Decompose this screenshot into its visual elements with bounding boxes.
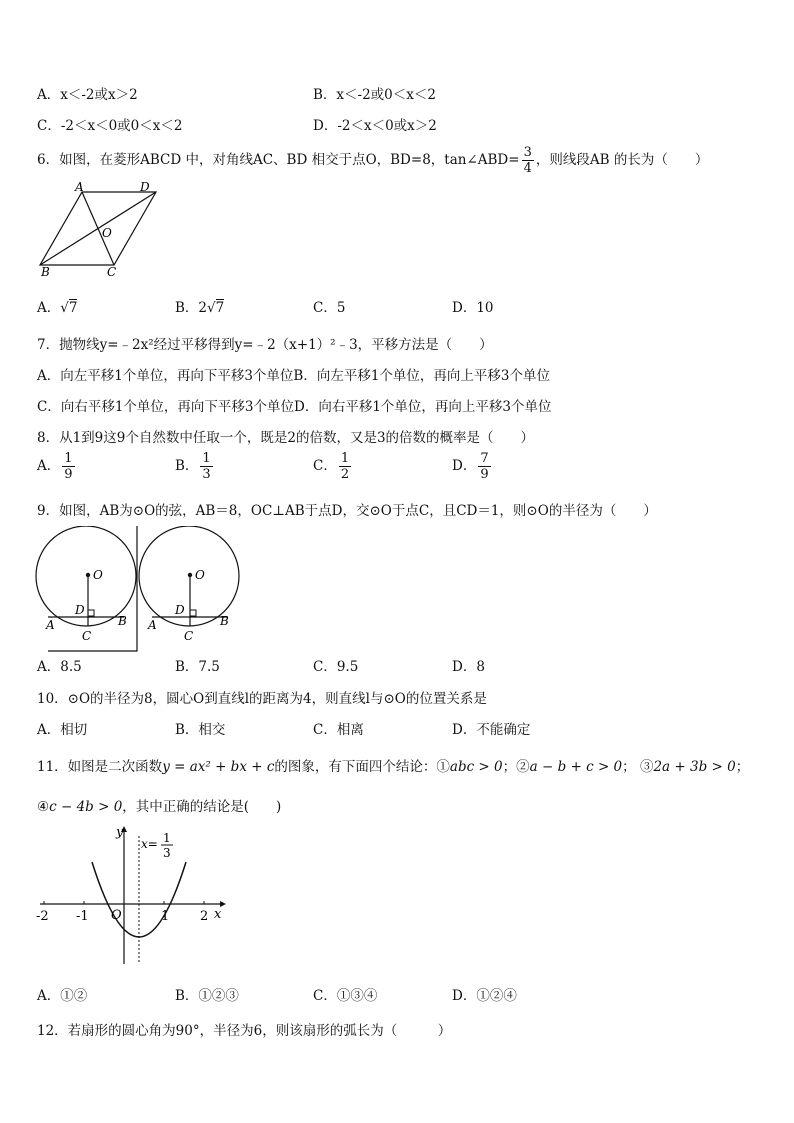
q8-d-num: 7 [480, 451, 489, 466]
q11-end-1: ； [735, 759, 750, 775]
q11-stem-mid: 的图象，有下面四个结论：① [274, 759, 450, 775]
q5-option-c: C．-2＜x＜0或0＜x＜2 [37, 118, 183, 134]
q8-b-den: 3 [202, 467, 211, 482]
q6-option-a [37, 296, 77, 316]
sqrt-symbol-icon: √ [60, 300, 69, 316]
q11-option-d: D．①②④ [452, 988, 517, 1004]
q9-option-c: C．9.5 [313, 659, 359, 675]
q11-label-y: y [116, 825, 124, 840]
q6-option-d: D．10 [452, 300, 494, 316]
q11-conclusion-4: c − 4b > 0 [49, 799, 123, 815]
q8-option-a-fraction [62, 451, 74, 482]
q6-stem-post: ，则线段AB 的长为（ ） [535, 152, 709, 168]
q11-tick-p1: 1 [161, 909, 170, 924]
q8-option-a [37, 451, 77, 482]
q6-label-o: O [102, 226, 112, 240]
q8-option-a-label: A． [37, 458, 61, 474]
q11-option-a: A．①② [37, 988, 88, 1004]
q6-label-c: C [107, 265, 117, 279]
q6-label-b: B [41, 265, 50, 279]
q7-stem: 7．抛物线y=﹣2x²经过平移得到y=﹣2（x+1）²﹣3，平移方法是（ ） [37, 337, 493, 353]
q11-label-x: x [214, 907, 222, 922]
q9-right-label-d: D [175, 603, 185, 617]
q8-c-den: 2 [340, 467, 350, 482]
q5-option-d: D．-2＜x＜0或x＞2 [313, 118, 437, 134]
q6-label-a: A [75, 180, 84, 194]
q11-sep-3: ； ③ [622, 759, 654, 775]
q11-tick-m2: -2 [36, 909, 49, 924]
q9-right-label-b: B [220, 614, 229, 628]
q11-option-b: B．①②③ [175, 988, 239, 1004]
q8-option-b-label: B． [175, 458, 199, 474]
q9-left-label-b: B [118, 614, 127, 628]
q8-option-b-fraction [200, 451, 212, 482]
q11-stem-line2 [37, 795, 281, 815]
q11-function: y = ax² + bx + c [162, 759, 275, 775]
q6-option-b-radicand: 7 [215, 300, 225, 316]
q11-axis-den: 3 [163, 846, 171, 860]
q11-tick-m1: -1 [76, 909, 89, 924]
q10-option-b: B．相交 [175, 722, 226, 738]
sqrt-symbol-icon: √ [207, 300, 216, 316]
q8-c-num: 1 [340, 451, 350, 466]
q5-option-a: A．x＜-2或x＞2 [37, 87, 138, 103]
q11-axis-eq: x= [141, 837, 158, 851]
q11-conclusion-3: 2a + 3b > 0 [653, 759, 736, 775]
q8-option-b [175, 451, 215, 482]
q8-a-den: 9 [64, 467, 73, 482]
q7-options-cd: C．向右平移1个单位，再向下平移3个单位D．向右平移1个单位，再向上平移3个单位 [37, 399, 552, 415]
q6-frac-den: 4 [523, 161, 532, 176]
q7-options-ab: A．向左平移1个单位，再向下平移3个单位B．向左平移1个单位，再向上平移3个单位 [37, 368, 551, 384]
q6-option-a-radicand: 7 [68, 300, 78, 316]
q6-label-d: D [140, 180, 150, 194]
q10-stem: 10．⊙O的半径为8，圆心O到直线l的距离为4，则直线l与⊙O的位置关系是 [37, 691, 487, 707]
q11-line2-pre: ④ [37, 799, 50, 815]
q9-right-label-o: O [195, 568, 205, 582]
q9-option-b: B．7.5 [175, 659, 220, 675]
q8-option-c-fraction [339, 451, 351, 482]
q6-option-c: C．5 [313, 300, 346, 316]
q6-option-a-label: A． [37, 300, 61, 316]
q11-tick-p2: 2 [200, 909, 209, 924]
q11-sep-2: ；② [502, 759, 530, 775]
q11-conclusion-2: a − b + c > 0 [529, 759, 623, 775]
q9-circle-figures [34, 526, 244, 654]
q8-stem: 8．从1到9这9个自然数中任取一个，既是2的倍数，又是3的倍数的概率是（ ） [37, 430, 535, 446]
q12-stem: 12．若扇形的圆心角为90°，半径为6，则该扇形的弧长为（ ） [37, 1023, 452, 1039]
q8-option-c-label: C． [313, 458, 337, 474]
q10-option-a: A．相切 [37, 722, 88, 738]
q6-tan-fraction [522, 145, 534, 176]
q11-parabola-graph [34, 822, 234, 970]
q9-option-d: D．8 [452, 659, 485, 675]
q5-option-b: B．x＜-2或0＜x＜2 [313, 87, 436, 103]
q9-option-a: A．8.5 [37, 659, 82, 675]
q9-stem: 9．如图，AB为⊙O的弦，AB＝8，OC⊥AB于点D，交⊙O于点C，且CD＝1，则⊙O的半径为（ ） [37, 503, 657, 519]
q9-left-label-d: D [75, 603, 85, 617]
q9-left-label-a: A [46, 618, 55, 632]
q8-option-d-fraction [478, 451, 490, 482]
q6-stem-pre: 6．如图，在菱形ABCD 中，对角线AC、BD 相交于点O，BD=8，tan∠ABD= [37, 152, 520, 168]
q8-b-num: 1 [202, 451, 211, 466]
q9-right-label-a: A [148, 618, 157, 632]
q10-option-d: D．不能确定 [452, 722, 531, 738]
q11-axis-num: 1 [163, 831, 171, 845]
q9-right-label-c: C [184, 629, 194, 643]
q6-frac-num: 3 [523, 145, 532, 160]
q8-a-num: 1 [64, 451, 73, 466]
q11-stem-pre: 11．如图是二次函数 [37, 759, 163, 775]
q11-conclusion-1: abc > 0 [449, 759, 503, 775]
q11-option-c: C．①③④ [313, 988, 378, 1004]
q11-stem [37, 755, 749, 775]
q6-rhombus-figure [36, 180, 166, 280]
q8-d-den: 9 [480, 467, 489, 482]
q9-left-label-c: C [82, 629, 92, 643]
q11-line2-post: ，其中正确的结论是( ) [122, 799, 282, 815]
q6-option-b-label: B．2 [175, 300, 208, 316]
q8-option-d-label: D． [452, 458, 477, 474]
q10-option-c: C．相离 [313, 722, 364, 738]
q6-option-b [175, 296, 224, 316]
q6-stem [37, 145, 708, 176]
q11-label-o: O [111, 908, 122, 923]
q8-option-d [452, 451, 493, 482]
q9-left-label-o: O [93, 568, 103, 582]
q8-option-c [313, 451, 353, 482]
